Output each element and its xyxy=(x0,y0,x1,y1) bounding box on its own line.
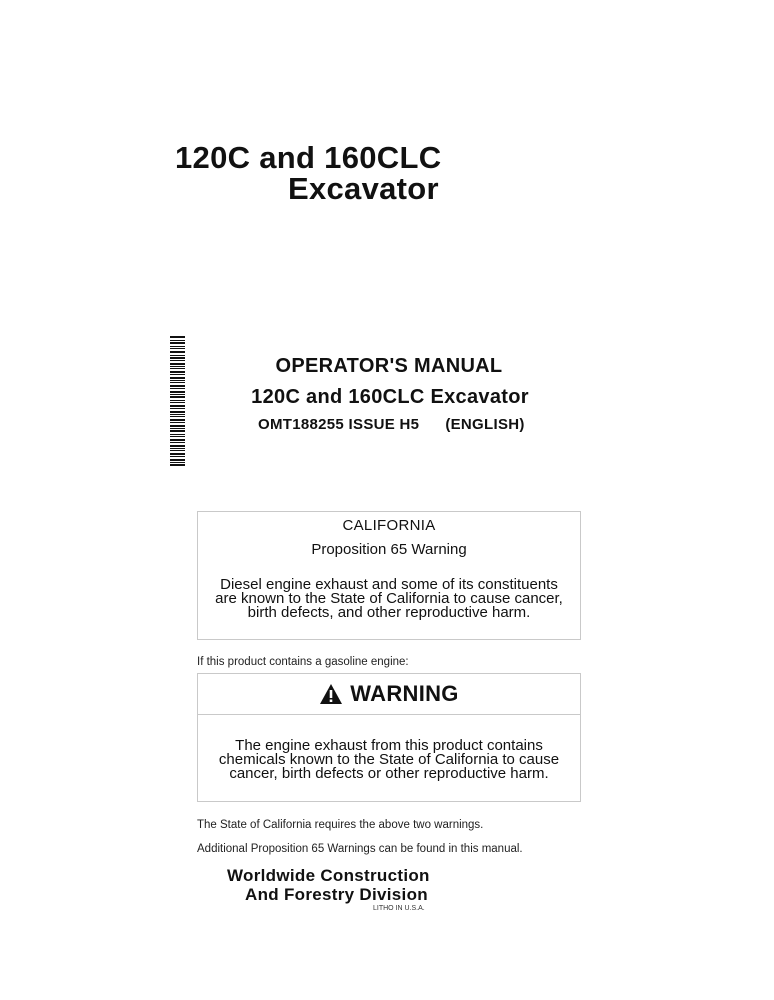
cover-title-line2: Excavator xyxy=(288,171,439,206)
warning-body-line: cancer, birth defects or other reproductive harm. xyxy=(229,765,549,782)
warning-body-line: chemicals known to the State of California to cause xyxy=(218,751,560,768)
california-body-line: are known to the State of California to cause cancer, xyxy=(215,590,563,607)
california-body-line: birth defects, and other reproductive harm. xyxy=(247,604,531,621)
division-line2: And Forestry Division xyxy=(245,885,428,904)
gasoline-note: If this product contains a gasoline engine: xyxy=(197,656,409,668)
requires-note: The State of California requires the above two warnings. xyxy=(197,819,484,831)
proposition-65-heading: Proposition 65 Warning xyxy=(311,541,467,558)
warning-body-line: The engine exhaust from this product contains xyxy=(235,737,543,754)
division-line1: Worldwide Construction xyxy=(227,866,430,885)
california-body xyxy=(198,578,580,620)
gasoline-warning-box xyxy=(197,673,581,802)
manual-part-line xyxy=(258,416,525,433)
manual-model: 120C and 160CLC Excavator xyxy=(251,386,529,408)
california-body-line: Diesel engine exhaust and some of its constituents xyxy=(220,576,558,593)
warning-heading: WARNING xyxy=(350,681,459,706)
california-heading: CALIFORNIA xyxy=(342,517,436,534)
manual-heading: OPERATOR'S MANUAL xyxy=(275,355,503,377)
additional-note: Additional Proposition 65 Warnings can be found in this manual. xyxy=(197,843,523,855)
cover-title-line1: 120C and 160CLC xyxy=(175,140,442,175)
litho-mark: LITHO IN U.S.A. xyxy=(373,905,425,912)
california-warning-box xyxy=(197,511,581,640)
warning-body xyxy=(198,739,580,781)
manual-language: (ENGLISH) xyxy=(445,416,525,433)
barcode xyxy=(170,336,185,466)
manual-part-number: OMT188255 ISSUE H5 xyxy=(258,416,420,433)
warning-header xyxy=(198,674,580,715)
warning-triangle-icon xyxy=(319,683,343,705)
